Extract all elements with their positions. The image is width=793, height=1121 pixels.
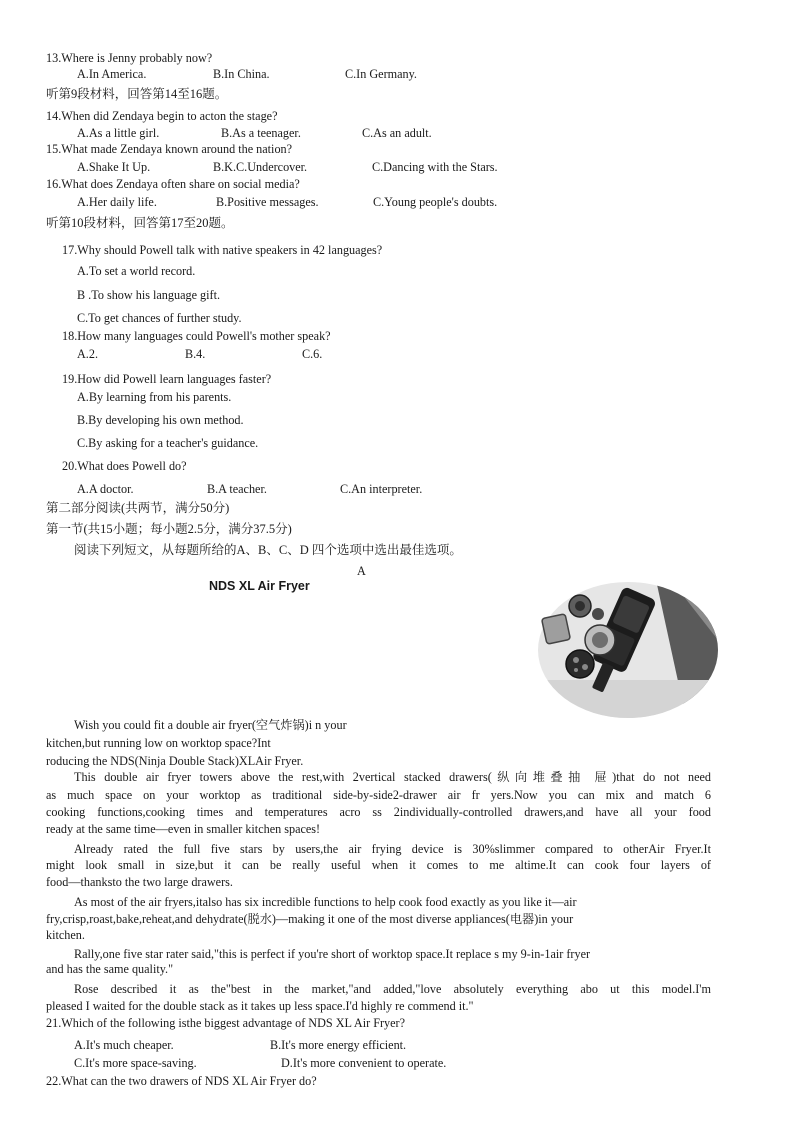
passage-p3-line2: might look small in size,but it can be really useful when it comes to me altime.It can cook four layers of <box>46 858 711 872</box>
passage-p5-line1: Rally,one five star rater said,"this is perfect if you're short of worktop space.It replace s my 9-in-1air fryer <box>74 947 591 961</box>
q13-stem: 13.Where is Jenny probably now? <box>46 51 213 65</box>
q14-option-b[interactable]: B.As a teenager. <box>221 126 301 140</box>
passage-p2-line2: as much space on your worktop as traditional side-by-side2-drawer air fr yers.Now you can mix and match 6 <box>46 788 711 802</box>
q18-option-c[interactable]: C.6. <box>302 347 323 361</box>
q21-option-d[interactable]: D.It's more convenient to operate. <box>281 1056 447 1070</box>
passage-p6-line1: Rose described it as the"best in the market,"and added,"love absolutely everything abo ut this model.I'm <box>74 982 711 996</box>
air-fryer-photo <box>536 580 718 718</box>
q16-option-c[interactable]: C.Young people's doubts. <box>373 195 498 209</box>
q16-option-b[interactable]: B.Positive messages. <box>216 195 319 209</box>
part-two-heading: 第二部分阅读(共两节，满分50分) <box>46 501 230 515</box>
passage-p4-line1: As most of the air fryers,italso has six incredible functions to help cook food exactly as you like it—air <box>74 895 577 909</box>
q18-option-b[interactable]: B.4. <box>185 347 206 361</box>
passage-letter: A <box>357 564 366 578</box>
q20-option-a[interactable]: A.A doctor. <box>77 482 134 496</box>
q19-option-a[interactable]: A.By learning from his parents. <box>77 390 232 404</box>
passage-p2-line4: ready at the same time—even in smaller kitchen spaces! <box>46 822 321 836</box>
q13-option-b[interactable]: B.In China. <box>213 67 270 81</box>
q15-option-a[interactable]: A.Shake It Up. <box>77 160 151 174</box>
q18-stem: 18.How many languages could Powell's mother speak? <box>62 329 331 343</box>
passage-p1-line1: Wish you could fit a double air fryer(空气炸锅)i n your <box>74 718 347 732</box>
passage-title: NDS XL Air Fryer <box>209 579 310 593</box>
q17-option-b[interactable]: B .To show his language gift. <box>77 288 221 302</box>
q20-option-b[interactable]: B.A teacher. <box>207 482 267 496</box>
q20-option-c[interactable]: C.An interpreter. <box>340 482 423 496</box>
passage-p2-line3: cooking functions,cooking times and temperatures acro ss 2individually-controlled drawers,and have all your food <box>46 805 711 819</box>
passage-p1-line2: kitchen,but running low on worktop space?Int <box>46 736 271 750</box>
q19-stem: 19.How did Powell learn languages faster? <box>62 372 272 386</box>
segment-9-instruction: 听第9段材料，回答第14至16题。 <box>46 87 228 101</box>
passage-p1-line3: roducing the NDS(Ninja Double Stack)XLAir Fryer. <box>46 754 304 768</box>
q16-stem: 16.What does Zendaya often share on social media? <box>46 177 300 191</box>
q13-option-a[interactable]: A.In America. <box>77 67 147 81</box>
section-one-heading: 第一节(共15小题；每小题2.5分，满分37.5分) <box>46 522 292 536</box>
q17-stem: 17.Why should Powell talk with native speakers in 42 languages? <box>62 243 383 257</box>
passage-p5-line2: and has the same quality." <box>46 962 174 976</box>
q13-option-c[interactable]: C.In Germany. <box>345 67 417 81</box>
q19-option-b[interactable]: B.By developing his own method. <box>77 413 244 427</box>
q19-option-c[interactable]: C.By asking for a teacher's guidance. <box>77 436 259 450</box>
q15-stem: 15.What made Zendaya known around the nation? <box>46 142 293 156</box>
q14-option-a[interactable]: A.As a little girl. <box>77 126 160 140</box>
q18-option-a[interactable]: A.2. <box>77 347 98 361</box>
q21-option-a[interactable]: A.It's much cheaper. <box>74 1038 174 1052</box>
q20-stem: 20.What does Powell do? <box>62 459 187 473</box>
segment-10-instruction: 听第10段材料，回答第17至20题。 <box>46 216 234 230</box>
passage-p4-line3: kitchen. <box>46 928 85 942</box>
passage-p6-line2: pleased I waited for the double stack as it takes up less space.I'd highly re commend it." <box>46 999 474 1013</box>
q21-option-b[interactable]: B.It's more energy efficient. <box>270 1038 407 1052</box>
q17-option-a[interactable]: A.To set a world record. <box>77 264 196 278</box>
passage-p4-line2: fry,crisp,roast,bake,reheat,and dehydrate(脱水)—making it one of the most diverse appliances(电器)in your <box>46 912 574 926</box>
passage-p3-line3: food—thanksto the two large drawers. <box>46 875 233 889</box>
passage-p3-line1: Already rated the full five stars by users,the air frying device is 30%slimmer compared to otherAir Fryer.It <box>74 842 711 856</box>
q21-stem: 21.Which of the following isthe biggest advantage of NDS XL Air Fryer? <box>46 1016 406 1030</box>
q21-option-c[interactable]: C.It's more space-saving. <box>74 1056 197 1070</box>
q14-stem: 14.When did Zendaya begin to acton the stage? <box>46 109 278 123</box>
q17-option-c[interactable]: C.To get chances of further study. <box>77 311 242 325</box>
q22-stem: 22.What can the two drawers of NDS XL Air Fryer do? <box>46 1074 317 1088</box>
passage-p2-line1: This double air fryer towers above the rest,with 2vertical stacked drawers(纵向堆叠抽 屉)that do not need <box>74 770 711 784</box>
q16-option-a[interactable]: A.Her daily life. <box>77 195 157 209</box>
q15-option-c[interactable]: C.Dancing with the Stars. <box>372 160 498 174</box>
q15-option-b[interactable]: B.K.C.Undercover. <box>213 160 308 174</box>
q14-option-c[interactable]: C.As an adult. <box>362 126 432 140</box>
reading-instruction: 阅读下列短文，从每题所给的A、B、C、D 四个选项中选出最佳选项。 <box>74 543 462 557</box>
